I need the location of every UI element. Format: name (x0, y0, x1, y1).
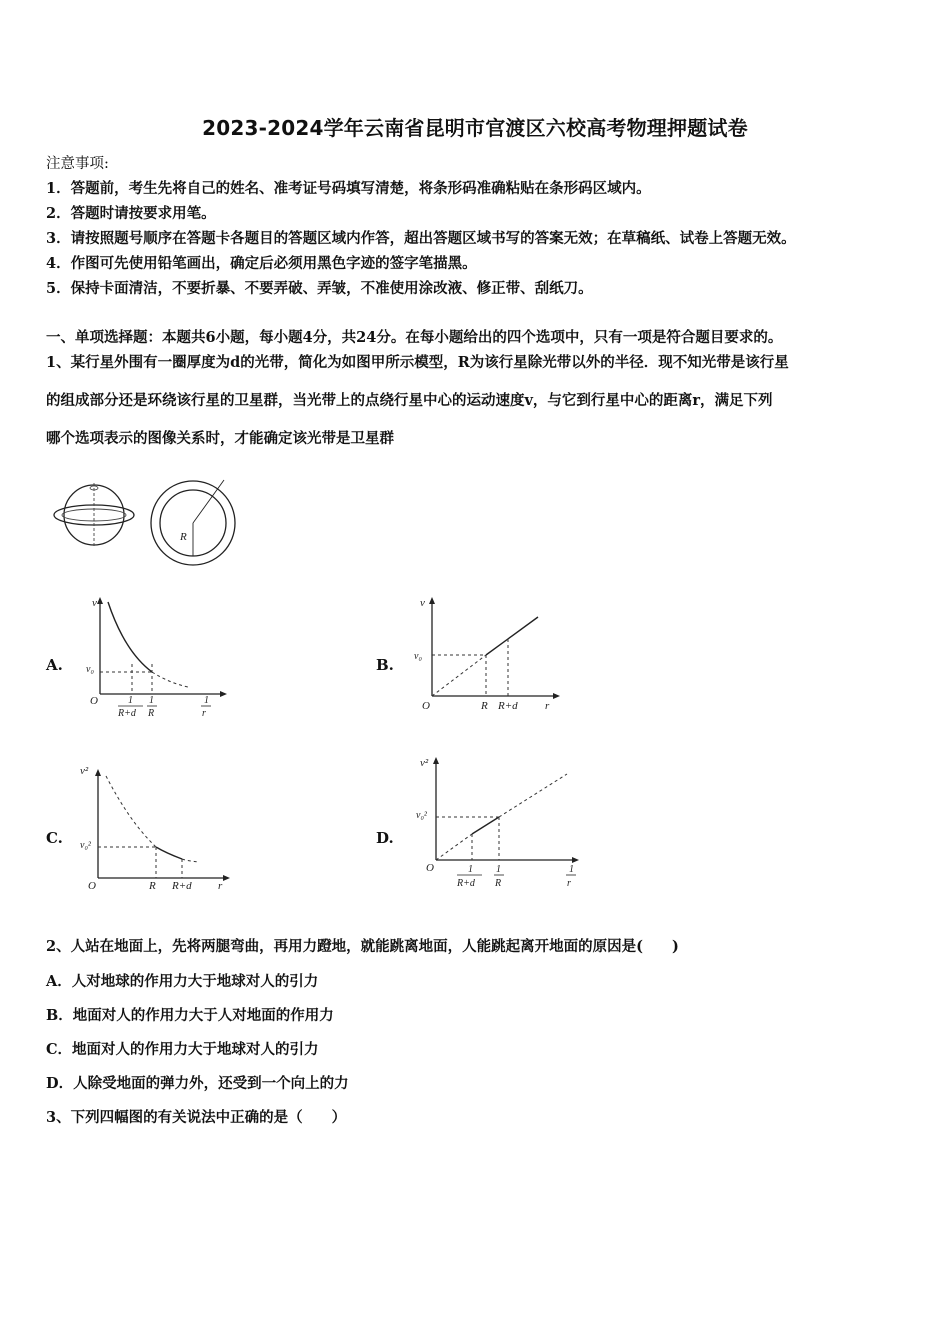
x-axis-num: 1 (204, 695, 209, 706)
planet-ring-figure (46, 468, 246, 568)
x-axis-den: r (567, 878, 571, 889)
question-2-option: D．人除受地面的弹力外，还受到一个向上的力 (46, 1075, 349, 1092)
tick-1-num: 1 (128, 695, 133, 706)
tick-2-label: R+d (172, 880, 192, 892)
origin-label: O (422, 700, 430, 712)
tick-1-num: 1 (468, 864, 473, 875)
option-b-graph (408, 592, 568, 717)
note-item: 2．答题时请按要求用笔。 (46, 205, 216, 222)
origin-label: O (88, 880, 96, 892)
question-3-stem: 3、下列四幅图的有关说法中正确的是（ ） (46, 1109, 347, 1126)
tick-1-den: R+d (118, 708, 136, 719)
tick-2-label: R+d (498, 700, 518, 712)
option-a-graph (80, 592, 230, 722)
option-d-label: D. (376, 829, 394, 847)
question-2-stem: 2、人站在地面上，先将两腿弯曲，再用力蹬地，就能跳离地面，人能跳起离开地面的原因是( ) (46, 938, 679, 955)
option-c-graph (78, 758, 238, 893)
notes-heading: 注意事项: (46, 156, 109, 172)
question-2-option: B．地面对人的作用力大于人对地面的作用力 (46, 1007, 334, 1024)
x-axis-label: r (218, 880, 223, 892)
y0-label: v₀ (414, 651, 422, 662)
y0-label: v₀ (86, 664, 94, 675)
question-1-line: 哪个选项表示的图像关系时，才能确定该光带是卫星群 (46, 430, 394, 447)
question-1-line: 1、某行星外围有一圈厚度为d的光带，简化为如图甲所示模型，R为该行星除光带以外的半径．现不知光带是该行星 (46, 354, 789, 371)
section-heading: 一、单项选择题：本题共6小题，每小题4分，共24分。在每小题给出的四个选项中，只有一项是符合题目要求的。 (46, 329, 783, 346)
option-b-label: B. (376, 656, 394, 674)
question-1-line: 的组成部分还是环绕该行星的卫星群，当光带上的点绕行星中心的运动速度v，与它到行星中心的距离r，满足下列 (46, 392, 773, 409)
note-item: 3．请按照题号顺序在答题卡各题目的答题区域内作答，超出答题区域书写的答案无效；在草稿纸、试卷上答题无效。 (46, 230, 796, 247)
question-2-option: A．人对地球的作用力大于地球对人的引力 (46, 973, 319, 990)
origin-label: O (90, 695, 98, 707)
y-axis-label: v² (420, 757, 429, 769)
y-axis-label: v² (80, 765, 89, 777)
option-c-label: C. (46, 829, 63, 847)
origin-label: O (426, 862, 434, 874)
tick-1-label: R (481, 700, 488, 712)
note-item: 5．保持卡面清洁，不要折暴、不要弄破、弄皱，不准使用涂改液、修正带、刮纸刀。 (46, 280, 593, 297)
note-item: 4．作图可先使用铅笔画出，确定后必须用黑色字迹的签字笔描黑。 (46, 255, 477, 272)
tick-2-den: R (148, 708, 155, 719)
option-d-graph (412, 752, 587, 897)
y-axis-label: v (420, 597, 425, 609)
x-axis-num: 1 (569, 864, 574, 875)
page-title: 2023-2024学年云南省昆明市官渡区六校高考物理押题试卷 (202, 116, 748, 140)
tick-1-label: R (149, 880, 156, 892)
radius-label: R (180, 531, 187, 543)
question-2-option: C．地面对人的作用力大于地球对人的引力 (46, 1041, 319, 1058)
x-axis-label: r (545, 700, 550, 712)
tick-1-den: R+d (457, 878, 475, 889)
option-a-label: A. (46, 656, 63, 674)
tick-2-den: R (495, 878, 502, 889)
note-item: 1．答题前，考生先将自己的姓名、准考证号码填写清楚，将条形码准确粘贴在条形码区域内。 (46, 180, 651, 197)
y0-label: v₀² (80, 840, 91, 851)
y0-label: v₀² (416, 810, 427, 821)
tick-2-num: 1 (149, 695, 154, 706)
y-axis-label: v (92, 597, 97, 609)
x-axis-den: r (202, 708, 206, 719)
tick-2-num: 1 (496, 864, 501, 875)
